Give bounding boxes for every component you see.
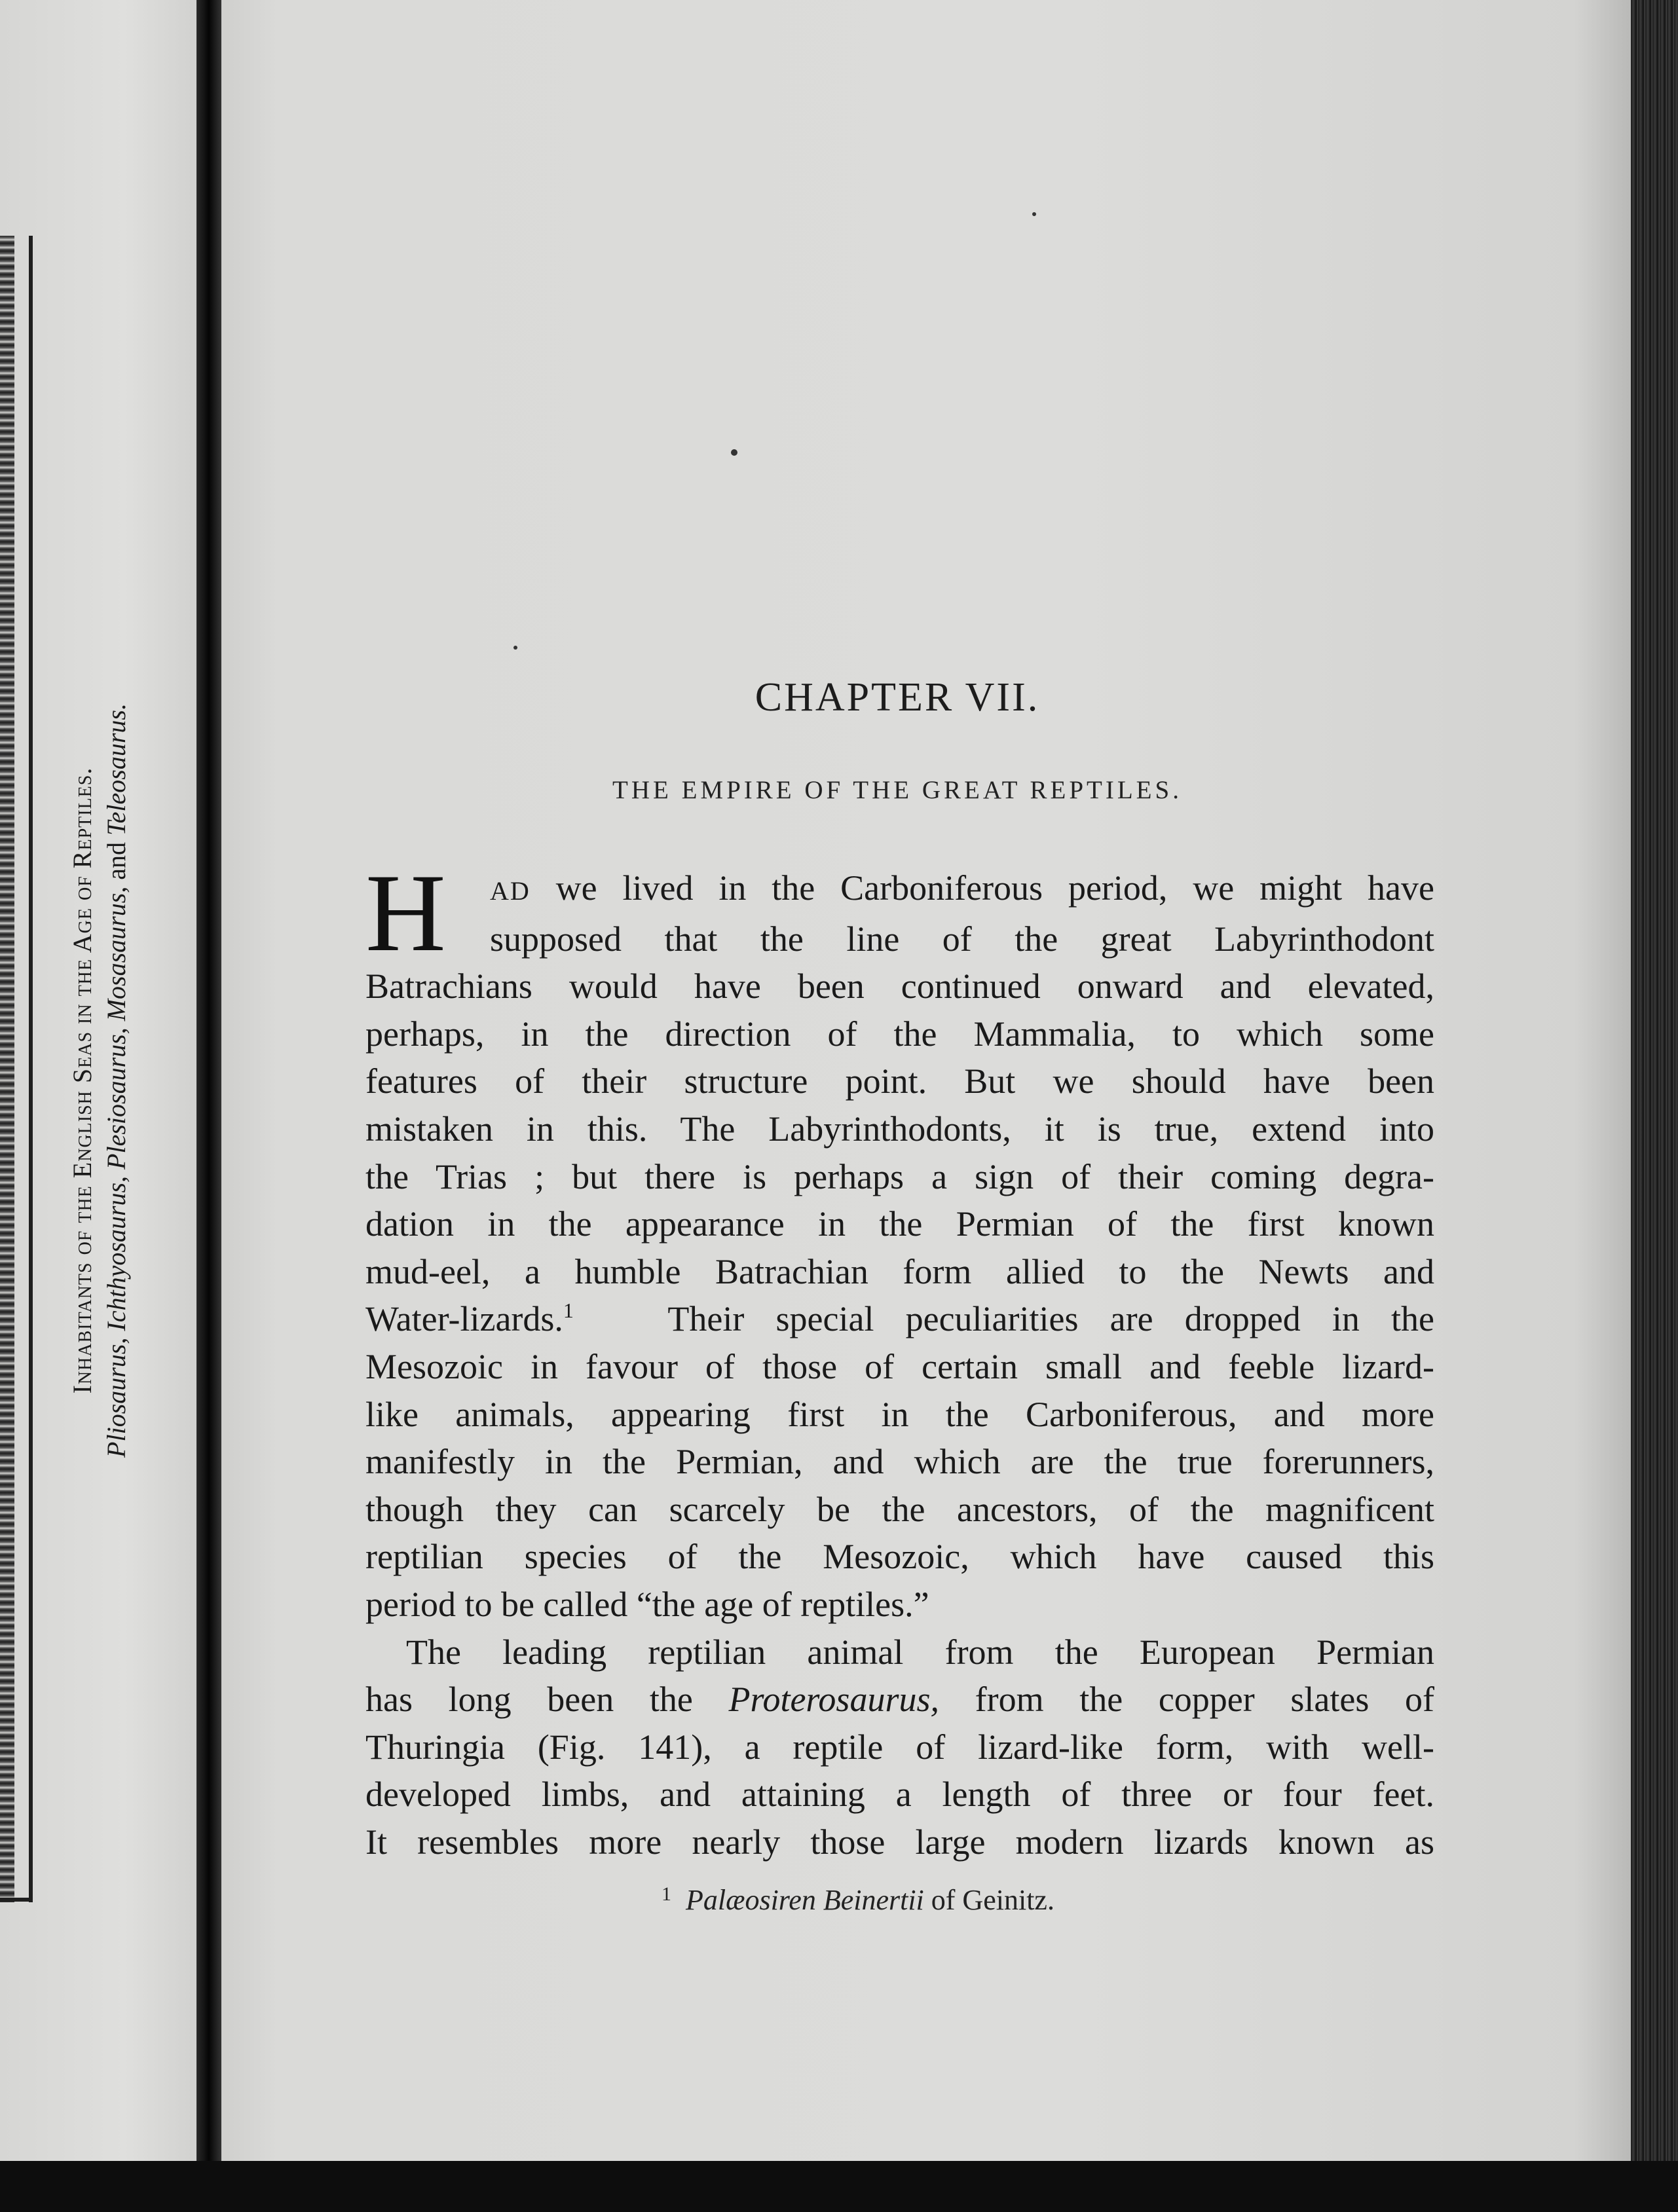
- scan-frame-bottom: [0, 2161, 1678, 2212]
- footnote: [662, 1883, 1251, 1917]
- footnote-species: Palæosiren Beinertii: [686, 1884, 924, 1916]
- text-line: though they can scarcely be the ancestors, of the magnificent: [365, 1489, 1434, 1529]
- text-line: Thuringia (Fig. 141), a reptile of lizard-like form, with well-: [365, 1727, 1434, 1767]
- footnote-reference: 1: [563, 1299, 574, 1323]
- text-line: developed limbs, and attaining a length of three or four feet.: [365, 1775, 1434, 1815]
- page-speck: [513, 646, 517, 650]
- text-line: mud-eel, a humble Batrachian form allied to the Newts and: [365, 1251, 1434, 1291]
- text-line: manifestly in the Permian, and which are the true forerunners,: [365, 1442, 1434, 1482]
- lead-word: AD: [490, 876, 531, 906]
- text-line: Mesozoic in favour of those of certain small and feeble lizard-: [365, 1346, 1434, 1386]
- plate-border-line: [29, 236, 33, 1902]
- text-line: reptilian species of the Mesozoic, which have caused this: [365, 1537, 1434, 1577]
- text-line: Water-lizards.$^1$ Their special peculiarities are dropped in the: [365, 1299, 1434, 1339]
- text-line: period to be called “the age of reptiles.”: [365, 1584, 929, 1624]
- text-line: perhaps, in the direction of the Mammalia, to which some: [365, 1014, 1434, 1054]
- page-speck: [1032, 212, 1036, 216]
- plate-border-line-bottom: [0, 1898, 33, 1902]
- plate-caption-species-last: Teleosaurus.: [102, 703, 131, 836]
- genus-name: Proterosaurus,: [728, 1680, 939, 1720]
- text-line: The leading reptilian animal from the European Permian: [406, 1632, 1434, 1672]
- text-line: the Trias ; but there is perhaps a sign of their coming degra-: [365, 1156, 1434, 1196]
- footnote-mark: 1: [662, 1883, 671, 1905]
- drop-cap: H: [365, 851, 446, 974]
- plate-engraving-edge: [0, 236, 14, 1902]
- book-gutter: [196, 0, 221, 2161]
- chapter-subtitle: THE EMPIRE OF THE GREAT REPTILES.: [612, 776, 1182, 804]
- text-line: It resembles more nearly those large modern lizards known as: [365, 1822, 1434, 1862]
- plate-caption-and: and: [102, 835, 131, 887]
- page-speck: [731, 449, 737, 456]
- plate-caption-line1: Inhabitants of the English Seas in the Age of Reptiles.: [67, 767, 97, 1394]
- plate-caption-species: Pliosaurus, Ichthyosaurus, Plesiosaurus, Mosasaurus,: [102, 886, 131, 1458]
- text-line: AD we lived in the Carboniferous period, we might have: [490, 868, 1434, 908]
- plate-caption: [65, 616, 138, 1545]
- text-line: like animals, appearing first in the Carboniferous, and more: [365, 1394, 1434, 1434]
- text-line: has long been the Proterosaurus, from the copper slates of: [365, 1680, 1434, 1720]
- page-stack-edge: [1631, 0, 1678, 2161]
- text-line: dation in the appearance in the Permian of the first known: [365, 1204, 1434, 1244]
- footnote-rest: of Geinitz.: [923, 1884, 1054, 1916]
- text-line: features of their structure point. But we should have been: [365, 1061, 1434, 1101]
- text-line: Batrachians would have been continued onward and elevated,: [365, 967, 1434, 1006]
- body-text: [365, 851, 1434, 1866]
- text-line: mistaken in this. The Labyrinthodonts, it is true, extend into: [365, 1109, 1434, 1149]
- chapter-title: CHAPTER VII.: [755, 675, 1040, 720]
- facing-plate-leaf: [0, 0, 208, 2161]
- plate-caption-line2: [100, 616, 134, 1545]
- text-line: supposed that the line of the great Labyrinthodont: [490, 919, 1434, 959]
